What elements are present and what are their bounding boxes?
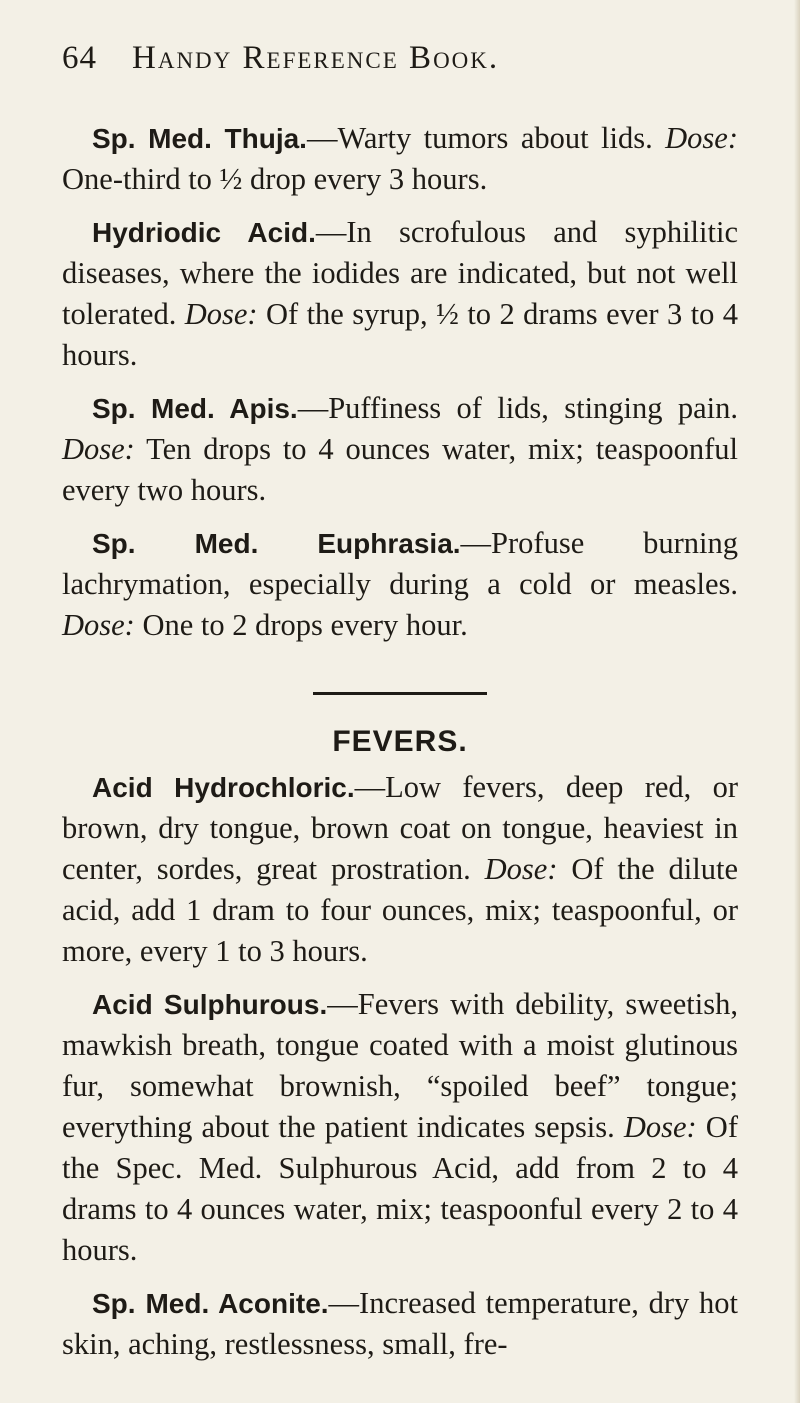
section-heading-fevers: FEVERS. <box>332 725 468 758</box>
entry-hydriodic-acid <box>62 212 738 376</box>
entry-euphrasia <box>62 523 738 646</box>
entry-text: —Warty tumors about lids. <box>306 121 666 155</box>
dose-label: Dose: <box>484 852 558 886</box>
entry-text: —Puffiness of lids, stinging pain. <box>297 391 738 425</box>
page-edge-shadow <box>794 0 800 1403</box>
dose-text: Of the dilute acid, add 1 dram to four ounces, mix; teaspoonful, or more, every 1 to 3 hours. <box>62 852 739 968</box>
entry-aconite <box>62 1283 738 1365</box>
dose-label: Dose: <box>62 608 135 642</box>
book-page <box>62 40 738 1377</box>
entry-apis <box>62 388 738 511</box>
entry-term: Acid Sulphurous. <box>92 989 328 1020</box>
entry-term: Sp. Med. Euphrasia. <box>92 528 461 559</box>
entry-text: —Increased temperature, dry hot skin, aching, restlessness, small, fre- <box>62 1286 738 1361</box>
entry-term: Sp. Med. Thuja. <box>92 123 307 154</box>
section-divider <box>313 692 487 695</box>
dose-label: Dose: <box>665 121 738 155</box>
entry-term: Hydriodic Acid. <box>92 217 316 248</box>
entry-acid-hydrochloric <box>62 767 738 972</box>
entry-text: —Low fevers, deep red, or brown, dry tongue, brown coat on tongue, heaviest in center, sordes, great prostration. <box>62 770 739 886</box>
entry-term: Acid Hydrochloric. <box>92 772 355 803</box>
running-head <box>62 40 738 100</box>
dose-text: Of the Spec. Med. Sulphurous Acid, add from 2 to 4 drams to 4 ounces water, mix; teaspoonful every 2 to 4 hours. <box>62 1110 738 1267</box>
dose-text: One to 2 drops every hour. <box>134 608 468 642</box>
page-number: 64 <box>62 40 97 76</box>
dose-text: Ten drops to 4 ounces water, mix; teaspoonful every two hours. <box>62 432 738 507</box>
entry-term: Sp. Med. Aconite. <box>92 1288 329 1319</box>
dose-text: One-third to ½ drop every 3 hours. <box>62 162 488 196</box>
dose-label: Dose: <box>184 297 258 331</box>
entry-text: —Profuse burning lachrymation, especially during a cold or measles. <box>62 526 738 601</box>
entry-thuja <box>62 118 738 200</box>
dose-label: Dose: <box>62 432 135 466</box>
entry-text: —Fevers with debility, sweetish, mawkish breath, tongue coated with a moist glutinous fur, somewhat brownish, “spoiled beef” tongue; everything about the patient indicates sepsis. <box>62 987 738 1144</box>
entry-term: Sp. Med. Apis. <box>92 393 298 424</box>
entry-acid-sulphurous <box>62 984 738 1271</box>
entry-text: —In scrofulous and syphilitic diseases, where the iodides are indicated, but not well tolerated. <box>62 215 738 331</box>
dose-text: Of the syrup, ½ to 2 drams ever 3 to 4 hours. <box>62 297 738 372</box>
running-head-title: Handy Reference Book. <box>132 40 500 76</box>
dose-label: Dose: <box>623 1110 697 1144</box>
